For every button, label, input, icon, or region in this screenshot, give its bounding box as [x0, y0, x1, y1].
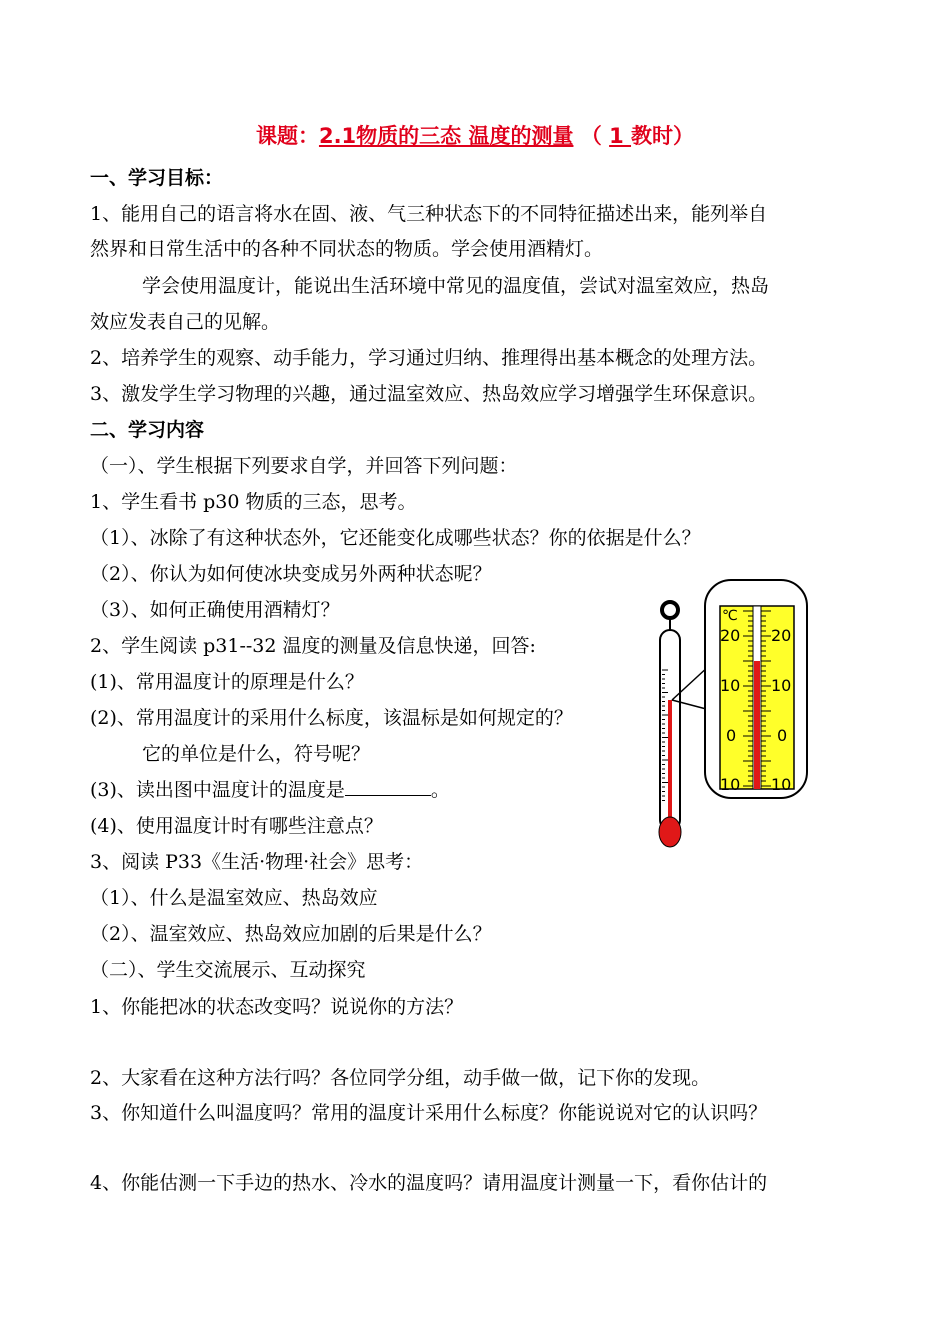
discussion-item: 3、你知道什么叫温度吗？常用的温度计采用什么标度？你能说说对它的认识吗？ — [90, 1102, 768, 1124]
part1-heading: （一）、学生根据下列要求自学，并回答下列问题： — [90, 455, 518, 477]
scale-label-left: 10 — [720, 775, 741, 794]
discussion-item: 2、大家看在这种方法行吗？各位同学分组，动手做一做，记下你的发现。 — [90, 1067, 711, 1089]
scale-label-left: 20 — [720, 626, 741, 645]
objective-line: 1、能用自己的语言将水在固、液、气三种状态下的不同特征描述出来，能列举自 — [90, 203, 768, 225]
title-hours: 1 — [609, 124, 632, 148]
title-hours-suffix: 教时） — [631, 124, 695, 148]
question-2: 2、学生阅读 p31--32 温度的测量及信息快递，回答: — [90, 635, 536, 657]
objective-line: 3、激发学生学习物理的兴趣，通过温室效应、热岛效应学习增强学生环保意识。 — [90, 383, 768, 405]
scale-label-left: 0 — [726, 726, 737, 745]
unit-label: ℃ — [722, 608, 738, 624]
title-prefix: 课题： — [255, 124, 319, 148]
question-item: （1）、冰除了有这种状态外，它还能变化成哪些状态？你的依据是什么？ — [90, 527, 701, 549]
section2-heading: 二、学习内容 — [90, 419, 205, 441]
answer-blank[interactable] — [345, 779, 431, 796]
scale-label-right: 0 — [777, 726, 788, 745]
objective-line: 效应发表自己的见解。 — [90, 311, 281, 333]
question-item: （3）、如何正确使用酒精灯？ — [90, 599, 340, 621]
question-3: 3、阅读 P33《生活·物理·社会》思考： — [90, 851, 424, 873]
question-item-reading — [90, 778, 450, 802]
question-item: (4)、使用温度计时有哪些注意点？ — [90, 815, 383, 837]
question-item: (2)、常用温度计的采用什么标度，该温标是如何规定的？ — [90, 707, 573, 729]
question-item: 它的单位是什么，符号呢？ — [142, 743, 371, 765]
scale-label-right: 10 — [771, 775, 792, 794]
reading-period: 。 — [430, 779, 450, 801]
thermometer-small — [659, 602, 681, 847]
title-topic: 2.1物质的三态 温度的测量 — [318, 124, 574, 148]
scale-label-right: 10 — [771, 676, 792, 695]
section1-heading: 一、学习目标： — [90, 167, 224, 189]
discussion-item: 4、你能估测一下手边的热水、冷水的温度吗？请用温度计测量一下，看你估计的 — [90, 1172, 768, 1194]
lesson-title — [0, 122, 950, 150]
question-1: 1、学生看书 p30 物质的三态，思考。 — [90, 491, 417, 513]
question-item: （2）、你认为如何使冰块变成另外两种状态呢？ — [90, 563, 492, 585]
question-item: (1)、常用温度计的原理是什么？ — [90, 671, 364, 693]
discussion-item: 1、你能把冰的状态改变吗？说说你的方法？ — [90, 996, 464, 1018]
scale-label-right: 20 — [771, 626, 792, 645]
objective-line: 然界和日常生活中的各种不同状态的物质。学会使用酒精灯。 — [90, 238, 604, 260]
question-item: （1）、什么是温室效应、热岛效应 — [90, 887, 378, 909]
objective-line: 学会使用温度计，能说出生活环境中常见的温度值，尝试对温室效应，热岛 — [142, 275, 770, 297]
part2-heading: （二）、学生交流展示、互动探究 — [90, 959, 366, 981]
reading-prompt: (3)、读出图中温度计的温度是 — [90, 779, 345, 801]
thermometer-zoom-callout — [705, 580, 807, 798]
question-item: （2）、温室效应、热岛效应加剧的后果是什么？ — [90, 923, 492, 945]
thermometer-illustration — [640, 570, 820, 855]
title-open-paren: （ — [573, 124, 610, 148]
scale-label-left: 10 — [720, 676, 741, 695]
objective-line: 2、培养学生的观察、动手能力，学习通过归纳、推理得出基本概念的处理方法。 — [90, 347, 768, 369]
